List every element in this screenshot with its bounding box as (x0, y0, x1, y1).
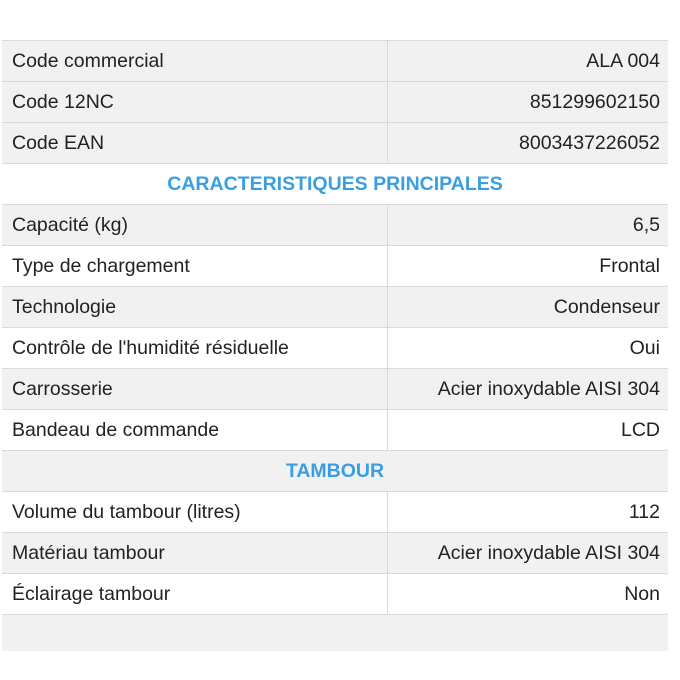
spec-row-code-commercial (2, 40, 668, 81)
spec-label: Volume du tambour (litres) (2, 492, 388, 532)
spec-row-code-12nc (2, 81, 668, 122)
spec-value: Frontal (599, 254, 660, 277)
spec-row-drum-material (2, 532, 668, 573)
spec-label: Contrôle de l'humidité résiduelle (2, 328, 388, 368)
spec-label: Bandeau de commande (2, 410, 388, 450)
spec-value: 8003437226052 (519, 131, 660, 154)
spec-value: 6,5 (632, 213, 660, 236)
spec-value: ALA 004 (586, 49, 660, 72)
spec-value: Acier inoxydable AISI 304 (437, 541, 660, 564)
spec-row-drum-lighting (2, 573, 668, 614)
spec-row-technology (2, 286, 668, 327)
spec-table (2, 40, 668, 651)
spec-value: Non (624, 582, 660, 605)
spec-label: Type de chargement (2, 246, 388, 286)
spec-value: LCD (620, 418, 660, 441)
spec-label: Code 12NC (2, 82, 388, 122)
table-footer (2, 614, 668, 651)
spec-value: Acier inoxydable AISI 304 (437, 377, 660, 400)
section-heading-main: CARACTERISTIQUES PRINCIPALES (2, 163, 668, 204)
spec-row-control-panel (2, 409, 668, 450)
spec-row-code-ean (2, 122, 668, 163)
spec-row-drum-volume (2, 491, 668, 532)
spec-label: Éclairage tambour (2, 574, 388, 614)
spec-label: Capacité (kg) (2, 205, 388, 245)
spec-row-loading-type (2, 245, 668, 286)
spec-row-humidity-control (2, 327, 668, 368)
spec-value: Condenseur (553, 295, 660, 318)
spec-label: Code commercial (2, 41, 388, 81)
spec-label: Code EAN (2, 123, 388, 163)
spec-value: 112 (628, 500, 660, 523)
spec-label: Carrosserie (2, 369, 388, 409)
spec-value: 851299602150 (529, 90, 660, 113)
spec-label: Technologie (2, 287, 388, 327)
spec-label: Matériau tambour (2, 533, 388, 573)
spec-value: Oui (629, 336, 660, 359)
spec-row-body (2, 368, 668, 409)
section-heading-drum: TAMBOUR (2, 450, 668, 491)
spec-row-capacity (2, 204, 668, 245)
